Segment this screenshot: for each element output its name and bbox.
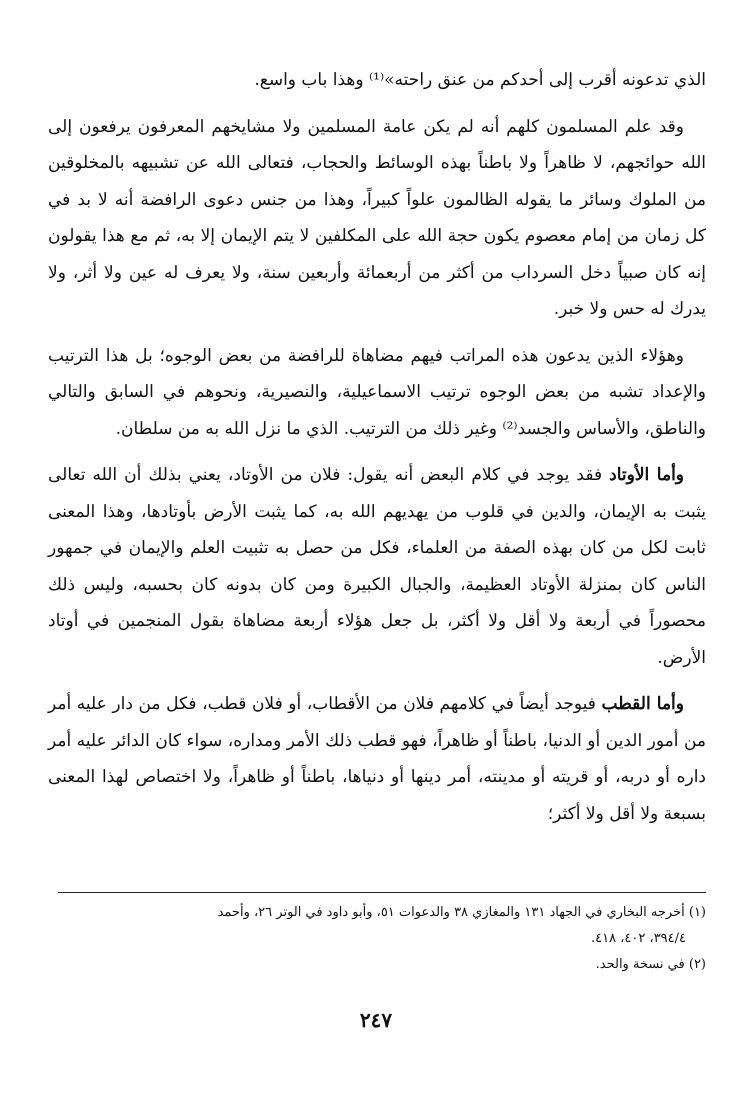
paragraph-2-text: وقد علم المسلمون كلهم أنه لم يكن عامة المسلمين ولا مشايخهم المعرفون يرفعون إلى الله حوائجهم، لا ظاهراً ولا باطناً بهذه الوسائط والحجاب، فتعالى الله عن تشبيهه بالمخلوقين من الملوك وسائر ما يقوله الظالمون علواً كبيراً، وهذا من جنس دعوى الرافضة أنه لا بد في كل زمان من إمام معصوم يكون حجة الله على المكلفين لا يتم الإيمان إلا به، ثم مع هذا يقولون إنه كان صبياً دخل السرداب من أكثر من أربعمائة وأربعين سنة، ولا يعرف له عين ولا أثر، ولا يدرك له حس ولا خبر. bbox=[48, 116, 706, 319]
paragraph-1 bbox=[48, 62, 706, 99]
paragraph-awtad-text: فقد يوجد في كلام البعض أنه يقول: فلان من الأوتاد، يعني بذلك أن الله تعالى يثبت به الإيمان، والدين في قلوب من يهديهم الله به، كما يثبت الأرض بأوتادها، وهذا المعنى ثابت لكل من كان بهذه الصفة من العلماء، فكل من حصل به تثبيت العلم والإيمان في جمهور الناس كان بمنزلة الأوتاد العظيمة، والجبال الكبيرة ومن كان بدونه كان بحسبه، وليس ذلك محصوراً في أربعة ولا أقل ولا أكثر، بل جعل هؤلاء أربعة مضاهاة بقول المنجمين في أوتاد الأرض. bbox=[48, 465, 706, 668]
footnote-divider bbox=[58, 892, 706, 893]
page-number: ٢٤٧ bbox=[359, 1008, 393, 1032]
footnote-1-continuation: ٣٩٤/٤، ٤٠٢، ٤١٨. bbox=[590, 931, 686, 946]
footnote-2: (٢) في نسخة والحد. bbox=[595, 957, 706, 972]
paragraph-qutb-text: فيوجد أيضاً في كلامهم فلان من الأقطاب، أو فلان قطب، فكل من دار عليه أمر من أمور الدين أو الدنيا، باطناً أو ظاهراً، فهو قطب ذلك الأمر ومداره، سواء كان الدائر عليه أمر داره أو دربه، أو قريته أو مدينته، أمر دينها أو دنياها، باطناً أو ظاهراً، ولا اختصاص لهذا المعنى بسبعة ولا أقل ولا أكثر؛ bbox=[48, 694, 706, 824]
paragraph-3 bbox=[48, 338, 706, 448]
paragraph-awtad-lead: وأما الأوتاد bbox=[609, 465, 685, 485]
footnotes bbox=[58, 900, 706, 978]
paragraph-qutb bbox=[48, 686, 706, 832]
paragraph-3-text: وهؤلاء الذين يدعون هذه المراتب فيهم مضاهاة للرافضة من بعض الوجوه؛ بل هذا الترتيب والإعداد تشبه من بعض الوجوه ترتيب الاسماعيلية، والنصيرية، ونحوهم في السابق والتالي والناطق، والأساس والجسد⁽²⁾ وغير ذلك من الترتيب. الذي ما نزل الله به من سلطان. bbox=[48, 345, 706, 439]
page-body bbox=[48, 62, 706, 842]
paragraph-2 bbox=[48, 109, 706, 328]
paragraph-qutb-lead: وأما القطب bbox=[601, 694, 684, 714]
paragraph-1-text: الذي تدعونه أقرب إلى أحدكم من عنق راحته»⁽¹⁾ وهذا باب واسع. bbox=[254, 70, 706, 90]
footnote-1: (١) أخرجه البخاري في الجهاد ١٣١ والمغازي ٣٨ والدعوات ٥١، وأبو داود في الوتر ٢٦، وأحمد bbox=[217, 905, 706, 920]
paragraph-awtad bbox=[48, 457, 706, 676]
